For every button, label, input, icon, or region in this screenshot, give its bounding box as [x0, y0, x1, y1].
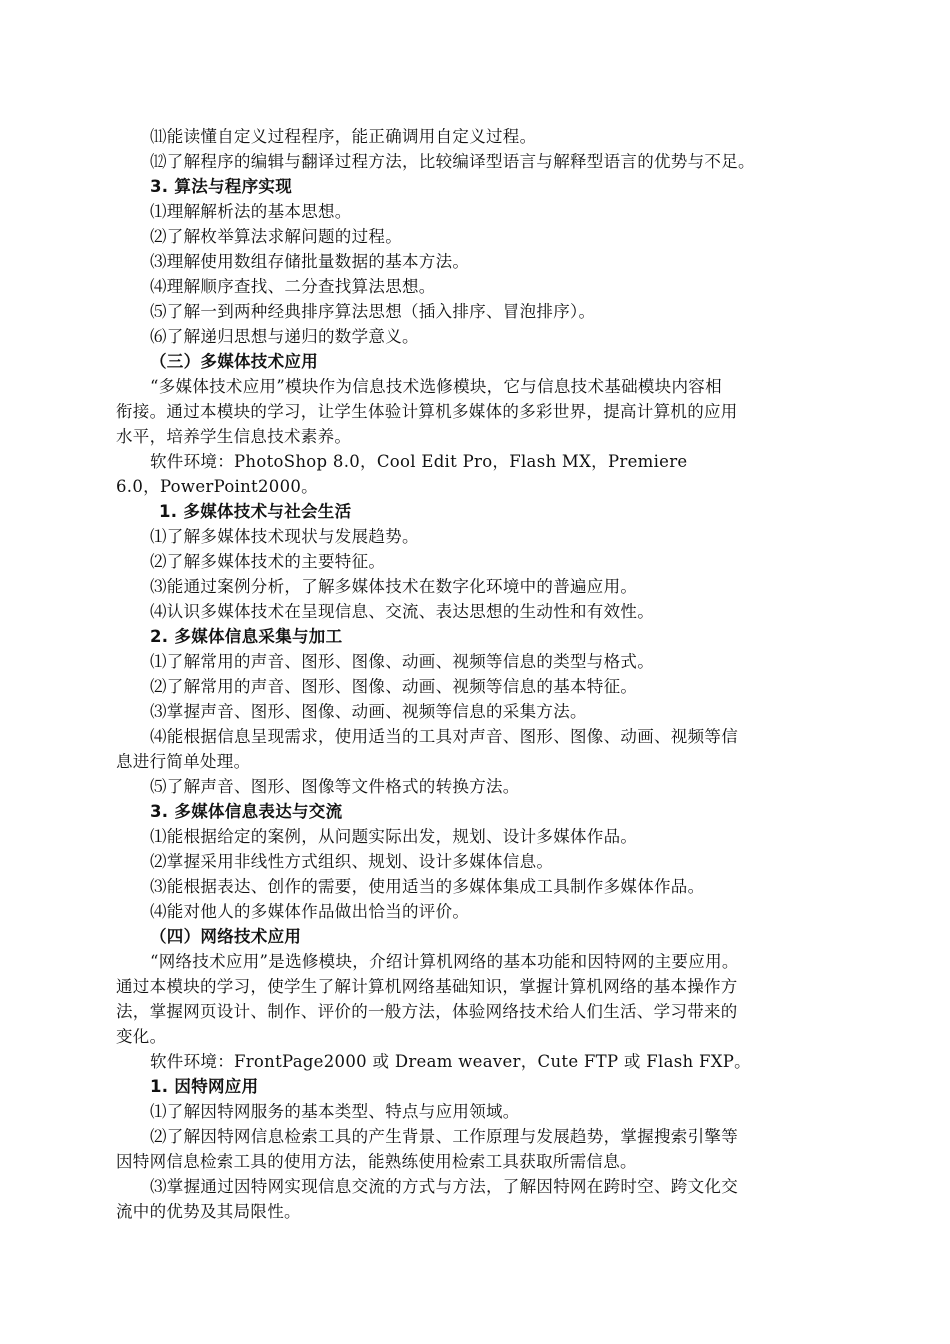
chapter-heading: （四）网络技术应用 — [150, 927, 302, 946]
list-item: ⑶能根据表达、创作的需要，使用适当的多媒体集成工具制作多媒体作品。 — [150, 877, 705, 896]
list-item: ⑹了解递归思想与递归的数学意义。 — [150, 327, 419, 346]
list-item: ⑾能读懂自定义过程程序，能正确调用自定义过程。 — [150, 127, 537, 146]
section-heading: 2. 多媒体信息采集与加工 — [150, 627, 343, 646]
list-item: 因特网信息检索工具的使用方法，能熟练使用检索工具获取所需信息。 — [116, 1152, 637, 1171]
paragraph-line: 水平，培养学生信息技术素养。 — [116, 427, 352, 446]
paragraph-line: “网络技术应用”是选修模块，介绍计算机网络的基本功能和因特网的主要应用。 — [150, 952, 739, 971]
paragraph-line: 变化。 — [116, 1027, 167, 1046]
list-item: ⑵了解多媒体技术的主要特征。 — [150, 552, 386, 571]
list-item: ⑶掌握通过因特网实现信息交流的方式与方法，了解因特网在跨时空、跨文化交 — [150, 1177, 738, 1196]
list-item: ⑵了解常用的声音、图形、图像、动画、视频等信息的基本特征。 — [150, 677, 638, 696]
list-item: ⑴了解因特网服务的基本类型、特点与应用领域。 — [150, 1102, 520, 1121]
list-item: ⑷能对他人的多媒体作品做出恰当的评价。 — [150, 902, 470, 921]
paragraph-line: 软件环境：PhotoShop 8.0，Cool Edit Pro，Flash MX，Premiere — [150, 452, 688, 471]
list-item: 流中的优势及其局限性。 — [116, 1202, 301, 1221]
chapter-heading: （三）多媒体技术应用 — [150, 352, 318, 371]
paragraph-line: 法，掌握网页设计、制作、评价的一般方法，体验网络技术给人们生活、学习带来的 — [116, 1002, 738, 1021]
list-item: ⑷能根据信息呈现需求，使用适当的工具对声音、图形、图像、动画、视频等信 — [150, 727, 738, 746]
list-item: ⑷理解顺序查找、二分查找算法思想。 — [150, 277, 436, 296]
list-item: ⑸了解一到两种经典排序算法思想（插入排序、冒泡排序）。 — [150, 302, 596, 321]
paragraph-line: 6.0，PowerPoint2000。 — [116, 477, 318, 496]
list-item: ⑷认识多媒体技术在呈现信息、交流、表达思想的生动性和有效性。 — [150, 602, 654, 621]
paragraph-line: 衔接。通过本模块的学习，让学生体验计算机多媒体的多彩世界，提高计算机的应用 — [116, 402, 738, 421]
list-item: ⑶掌握声音、图形、图像、动画、视频等信息的采集方法。 — [150, 702, 587, 721]
section-heading: 3. 多媒体信息表达与交流 — [150, 802, 343, 821]
section-heading: 1. 多媒体技术与社会生活 — [159, 502, 352, 521]
list-item: ⑸了解声音、图形、图像等文件格式的转换方法。 — [150, 777, 520, 796]
paragraph-line: “多媒体技术应用”模块作为信息技术选修模块，它与信息技术基础模块内容相 — [150, 377, 722, 396]
list-item: ⑶理解使用数组存储批量数据的基本方法。 — [150, 252, 470, 271]
paragraph-line: 通过本模块的学习，使学生了解计算机网络基础知识，掌握计算机网络的基本操作方 — [116, 977, 738, 996]
list-item: ⑿了解程序的编辑与翻译过程方法，比较编译型语言与解释型语言的优势与不足。 — [150, 152, 755, 171]
section-heading: 3. 算法与程序实现 — [150, 177, 292, 196]
list-item: ⑴了解多媒体技术现状与发展趋势。 — [150, 527, 419, 546]
list-item: 息进行简单处理。 — [116, 752, 251, 771]
list-item: ⑵掌握采用非线性方式组织、规划、设计多媒体信息。 — [150, 852, 554, 871]
list-item: ⑴理解解析法的基本思想。 — [150, 202, 352, 221]
list-item: ⑴能根据给定的案例，从问题实际出发，规划、设计多媒体作品。 — [150, 827, 638, 846]
list-item: ⑵了解因特网信息检索工具的产生背景、工作原理与发展趋势，掌握搜索引擎等 — [150, 1127, 738, 1146]
section-heading: 1. 因特网应用 — [150, 1077, 259, 1096]
paragraph-line: 软件环境：FrontPage2000 或 Dream weaver，Cute FTP 或 Flash FXP。 — [150, 1052, 751, 1071]
list-item: ⑶能通过案例分析，了解多媒体技术在数字化环境中的普遍应用。 — [150, 577, 638, 596]
list-item: ⑵了解枚举算法求解问题的过程。 — [150, 227, 402, 246]
list-item: ⑴了解常用的声音、图形、图像、动画、视频等信息的类型与格式。 — [150, 652, 654, 671]
